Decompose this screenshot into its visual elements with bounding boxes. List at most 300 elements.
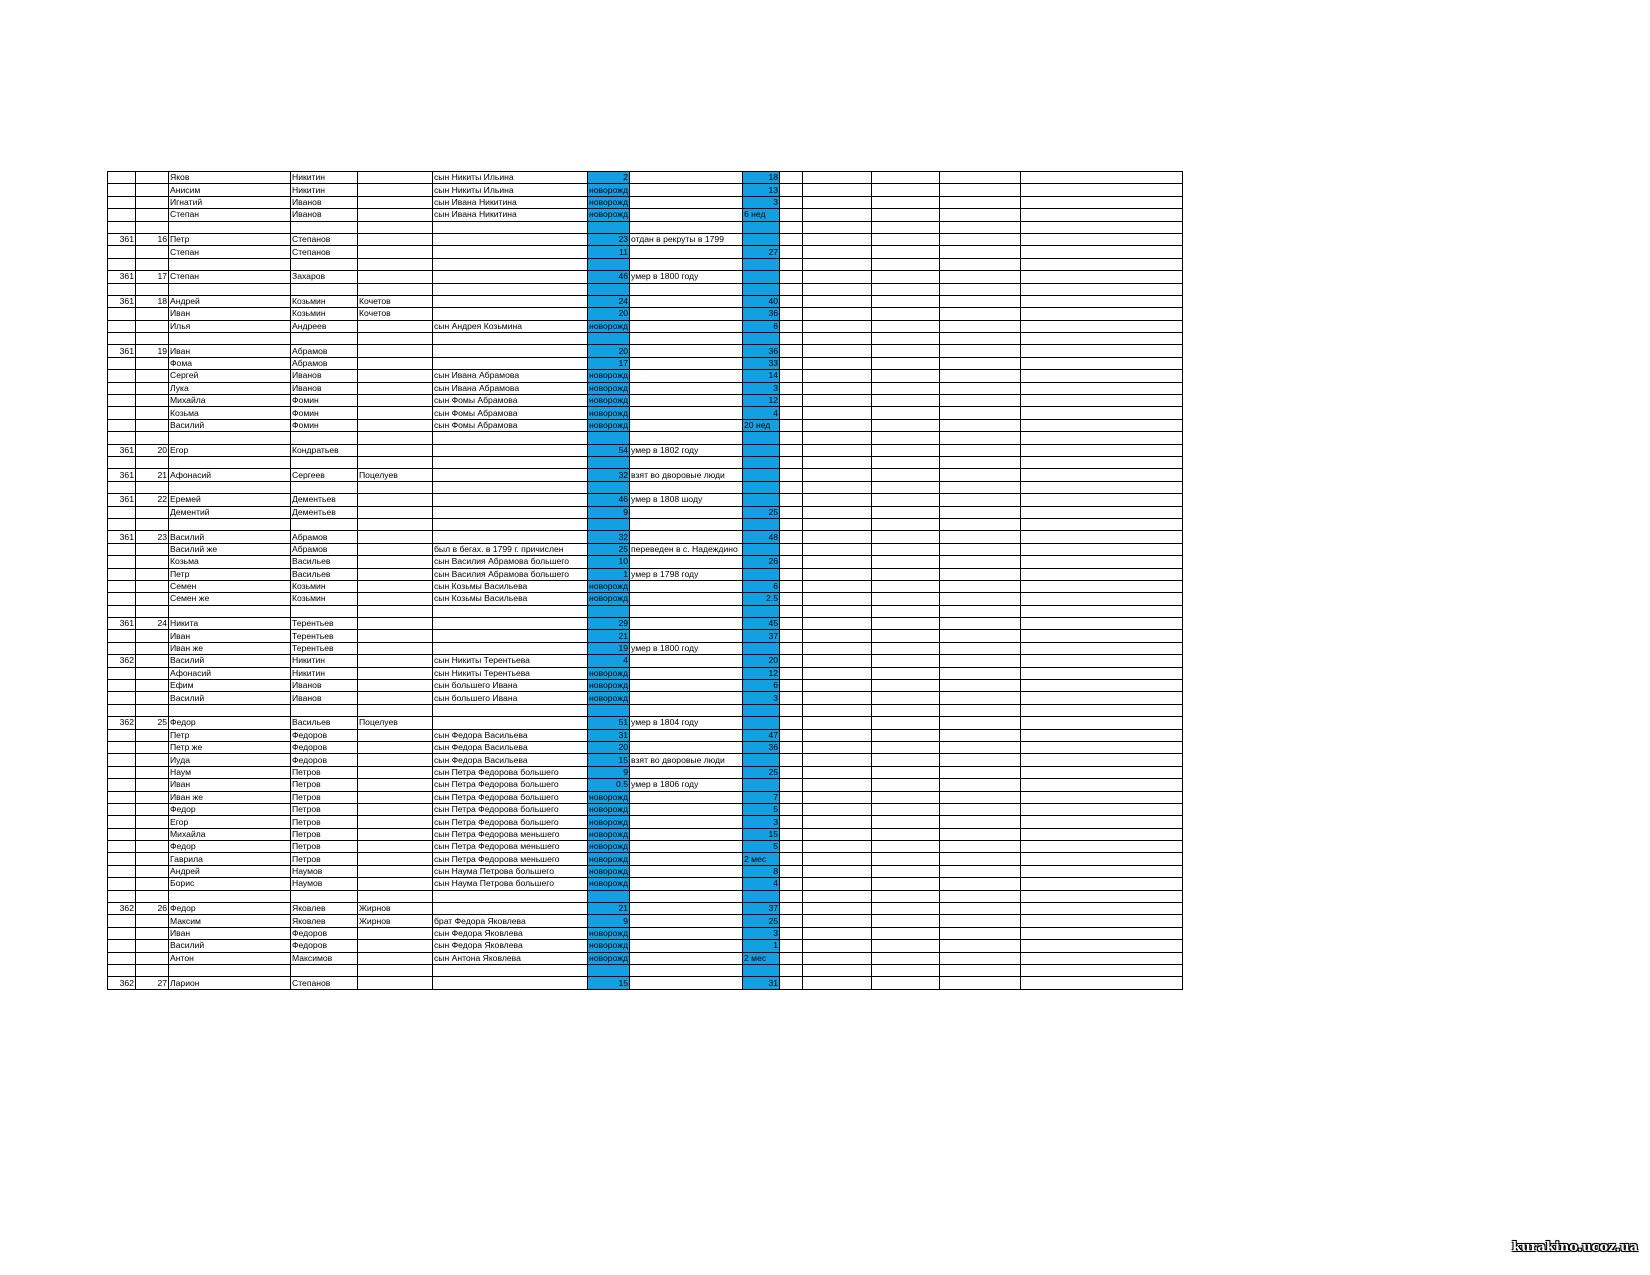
empty-cell — [780, 320, 803, 332]
age-1811-cell: 18 — [743, 172, 780, 184]
empty-cell — [780, 667, 803, 679]
page-cell — [108, 791, 136, 803]
empty-cell — [940, 258, 1021, 270]
relation-cell — [433, 432, 588, 444]
empty-cell — [1021, 283, 1183, 295]
empty-cell — [1021, 531, 1183, 543]
empty-cell — [872, 841, 940, 853]
relation-cell: сын Ивана Никитина — [433, 209, 588, 221]
patronymic-cell: Дементьев — [291, 506, 358, 518]
empty-cell — [1021, 308, 1183, 320]
empty-cell — [1021, 915, 1183, 927]
household-cell — [136, 382, 169, 394]
empty-cell — [803, 172, 872, 184]
table-row — [108, 841, 1183, 853]
table-row — [108, 717, 1183, 729]
note-cell — [630, 456, 743, 468]
note-cell — [630, 370, 743, 382]
empty-cell — [803, 469, 872, 481]
table-row — [108, 382, 1183, 394]
note-cell — [630, 382, 743, 394]
table-row — [108, 481, 1183, 493]
age-1811-cell: 26 — [743, 556, 780, 568]
empty-cell — [872, 543, 940, 555]
household-cell — [136, 357, 169, 369]
page-cell: 362 — [108, 655, 136, 667]
page-cell — [108, 766, 136, 778]
empty-cell — [780, 506, 803, 518]
first-name-cell: Ларион — [169, 977, 291, 989]
empty-cell — [1021, 407, 1183, 419]
empty-cell — [940, 333, 1021, 345]
empty-cell — [803, 432, 872, 444]
empty-cell — [780, 605, 803, 617]
empty-cell — [940, 779, 1021, 791]
age-1795-cell: новорожд — [589, 828, 628, 839]
surname-cell — [358, 853, 433, 865]
surname-cell — [358, 841, 433, 853]
table-row — [108, 593, 1183, 605]
empty-cell — [872, 184, 940, 196]
age-1811-cell — [743, 221, 780, 233]
empty-cell — [803, 543, 872, 555]
note-cell — [630, 605, 743, 617]
relation-cell — [433, 283, 588, 295]
relation-cell — [433, 357, 588, 369]
first-name-cell: Василий — [169, 531, 291, 543]
empty-cell — [872, 642, 940, 654]
table-row — [108, 915, 1183, 927]
surname-cell — [358, 271, 433, 283]
empty-cell — [872, 271, 940, 283]
empty-cell — [872, 407, 940, 419]
surname-cell — [358, 283, 433, 295]
surname-cell: Жирнов — [358, 915, 433, 927]
empty-cell — [1021, 469, 1183, 481]
page-cell: 361 — [108, 531, 136, 543]
first-name-cell: Федор — [169, 717, 291, 729]
relation-cell: сын Петра Федорова меньшего — [433, 841, 588, 853]
surname-cell — [358, 246, 433, 258]
empty-cell — [872, 803, 940, 815]
note-cell — [630, 209, 743, 221]
age-1811-cell: 33 — [743, 357, 780, 369]
first-name-cell: Василий — [169, 692, 291, 704]
empty-cell — [872, 828, 940, 840]
first-name-cell: Андрей — [169, 295, 291, 307]
empty-cell — [940, 370, 1021, 382]
empty-cell — [872, 927, 940, 939]
empty-cell — [940, 754, 1021, 766]
empty-cell — [872, 469, 940, 481]
age-1811-cell: 7 — [743, 791, 780, 803]
household-cell — [136, 419, 169, 431]
note-cell — [630, 865, 743, 877]
empty-cell — [940, 593, 1021, 605]
empty-cell — [1021, 903, 1183, 915]
patronymic-cell: Федоров — [291, 927, 358, 939]
age-1795-cell — [588, 481, 630, 493]
page-cell — [108, 816, 136, 828]
watermark: kurakino.ucoz.ua — [1512, 1240, 1638, 1255]
empty-cell — [872, 741, 940, 753]
table-row — [108, 680, 1183, 692]
empty-cell — [803, 816, 872, 828]
relation-cell — [433, 506, 588, 518]
surname-cell — [358, 965, 433, 977]
empty-cell — [940, 568, 1021, 580]
household-cell — [136, 680, 169, 692]
table-row — [108, 630, 1183, 642]
patronymic-cell: Максимов — [291, 952, 358, 964]
empty-cell — [1021, 927, 1183, 939]
empty-cell — [1021, 271, 1183, 283]
surname-cell — [358, 704, 433, 716]
empty-cell — [803, 878, 872, 890]
table-row — [108, 704, 1183, 716]
page-cell: 362 — [108, 903, 136, 915]
patronymic-cell: Федоров — [291, 729, 358, 741]
note-cell: умер в 1808 шоду — [630, 494, 743, 506]
patronymic-cell: Степанов — [291, 233, 358, 245]
age-1795-cell: новорожд — [589, 692, 628, 703]
age-1795-cell: новорожд — [589, 791, 628, 802]
age-1795-cell — [588, 890, 630, 902]
age-1811-cell: 25 — [743, 915, 780, 927]
note-cell — [630, 258, 743, 270]
relation-cell: сын Никиты Ильина — [433, 184, 588, 196]
patronymic-cell: Сергеев — [291, 469, 358, 481]
surname-cell — [358, 927, 433, 939]
surname-cell: Жирнов — [358, 903, 433, 915]
relation-cell: сын Ивана Абрамова — [433, 370, 588, 382]
household-cell: 24 — [136, 618, 169, 630]
note-cell — [630, 977, 743, 989]
empty-cell — [940, 816, 1021, 828]
relation-cell — [433, 258, 588, 270]
age-1811-cell: 37 — [743, 903, 780, 915]
page-cell: 361 — [108, 271, 136, 283]
surname-cell — [358, 890, 433, 902]
empty-cell — [872, 308, 940, 320]
empty-cell — [940, 184, 1021, 196]
empty-cell — [1021, 518, 1183, 530]
surname-cell — [358, 320, 433, 332]
household-cell — [136, 246, 169, 258]
empty-cell — [780, 692, 803, 704]
age-1795-cell: 24 — [588, 295, 630, 307]
empty-cell — [940, 642, 1021, 654]
page-cell — [108, 209, 136, 221]
empty-cell — [1021, 506, 1183, 518]
age-1811-cell: 36 — [743, 741, 780, 753]
patronymic-cell: Андреев — [291, 320, 358, 332]
empty-cell — [940, 543, 1021, 555]
note-cell — [630, 853, 743, 865]
empty-cell — [803, 357, 872, 369]
empty-cell — [872, 556, 940, 568]
relation-cell — [433, 965, 588, 977]
empty-cell — [940, 655, 1021, 667]
empty-cell — [1021, 295, 1183, 307]
household-cell — [136, 667, 169, 679]
table-row — [108, 432, 1183, 444]
household-cell — [136, 729, 169, 741]
note-cell — [630, 655, 743, 667]
empty-cell — [940, 865, 1021, 877]
page-cell: 361 — [108, 494, 136, 506]
first-name-cell — [169, 258, 291, 270]
page-cell — [108, 841, 136, 853]
age-1811-cell — [743, 518, 780, 530]
empty-cell — [872, 494, 940, 506]
note-cell — [630, 680, 743, 692]
first-name-cell: Иван же — [169, 642, 291, 654]
empty-cell — [872, 754, 940, 766]
age-1811-cell: 5 — [743, 841, 780, 853]
empty-cell — [780, 927, 803, 939]
age-1811-cell — [743, 890, 780, 902]
empty-cell — [1021, 803, 1183, 815]
table-row — [108, 692, 1183, 704]
empty-cell — [1021, 258, 1183, 270]
note-cell — [630, 593, 743, 605]
empty-cell — [872, 878, 940, 890]
page-cell — [108, 357, 136, 369]
surname-cell — [358, 580, 433, 592]
empty-cell — [1021, 419, 1183, 431]
surname-cell — [358, 865, 433, 877]
empty-cell — [780, 965, 803, 977]
note-cell: взят во дворовые люди — [630, 754, 743, 766]
note-cell — [630, 704, 743, 716]
table-row — [108, 308, 1183, 320]
first-name-cell: Андрей — [169, 865, 291, 877]
empty-cell — [872, 915, 940, 927]
empty-cell — [780, 828, 803, 840]
household-cell — [136, 965, 169, 977]
empty-cell — [803, 283, 872, 295]
empty-cell — [872, 172, 940, 184]
first-name-cell: Еремей — [169, 494, 291, 506]
empty-cell — [872, 853, 940, 865]
relation-cell: сын Наума Петрова большего — [433, 878, 588, 890]
age-1811-cell — [743, 568, 780, 580]
empty-cell — [780, 853, 803, 865]
page-cell: 361 — [108, 233, 136, 245]
note-cell: умер в 1800 году — [630, 642, 743, 654]
empty-cell — [780, 977, 803, 989]
table-row — [108, 518, 1183, 530]
surname-cell — [358, 357, 433, 369]
empty-cell — [1021, 655, 1183, 667]
empty-cell — [940, 828, 1021, 840]
relation-cell — [433, 903, 588, 915]
empty-cell — [1021, 233, 1183, 245]
note-cell — [630, 345, 743, 357]
empty-cell — [940, 680, 1021, 692]
empty-cell — [1021, 618, 1183, 630]
household-cell — [136, 333, 169, 345]
patronymic-cell: Козьмин — [291, 295, 358, 307]
age-1795-cell: новорожд — [589, 420, 628, 430]
household-cell — [136, 580, 169, 592]
empty-cell — [940, 246, 1021, 258]
note-cell — [630, 890, 743, 902]
surname-cell — [358, 184, 433, 196]
relation-cell: сын Петра Федорова меньшего — [433, 853, 588, 865]
empty-cell — [940, 172, 1021, 184]
empty-cell — [780, 456, 803, 468]
empty-cell — [803, 853, 872, 865]
relation-cell — [433, 618, 588, 630]
age-1795-cell: новорожд — [589, 841, 628, 852]
age-1795-cell: новорожд — [589, 593, 628, 604]
first-name-cell: Иван — [169, 308, 291, 320]
empty-cell — [780, 680, 803, 692]
relation-cell — [433, 531, 588, 543]
age-1795-cell: 20 — [588, 741, 630, 753]
age-1795-cell: 21 — [588, 630, 630, 642]
first-name-cell: Федор — [169, 803, 291, 815]
empty-cell — [803, 556, 872, 568]
surname-cell — [358, 803, 433, 815]
empty-cell — [940, 382, 1021, 394]
patronymic-cell: Иванов — [291, 196, 358, 208]
empty-cell — [1021, 543, 1183, 555]
empty-cell — [803, 333, 872, 345]
patronymic-cell — [291, 258, 358, 270]
relation-cell: сын большего Ивана — [433, 680, 588, 692]
patronymic-cell: Федоров — [291, 741, 358, 753]
age-1811-cell: 2 мес — [743, 853, 780, 865]
age-1811-cell — [743, 432, 780, 444]
age-1795-cell: новорожд — [589, 804, 628, 815]
surname-cell — [358, 518, 433, 530]
table-row — [108, 543, 1183, 555]
empty-cell — [803, 741, 872, 753]
first-name-cell: Сергей — [169, 370, 291, 382]
empty-cell — [803, 233, 872, 245]
empty-cell — [1021, 841, 1183, 853]
surname-cell — [358, 481, 433, 493]
empty-cell — [1021, 556, 1183, 568]
age-1795-cell: 9 — [588, 766, 630, 778]
age-1795-cell — [588, 258, 630, 270]
patronymic-cell — [291, 704, 358, 716]
surname-cell — [358, 680, 433, 692]
patronymic-cell — [291, 221, 358, 233]
relation-cell: сын Козьмы Васильева — [433, 580, 588, 592]
empty-cell — [940, 878, 1021, 890]
age-1811-cell — [743, 642, 780, 654]
empty-cell — [780, 568, 803, 580]
empty-cell — [1021, 320, 1183, 332]
age-1795-cell: 2 — [588, 172, 630, 184]
table-row — [108, 395, 1183, 407]
surname-cell — [358, 593, 433, 605]
patronymic-cell: Никитин — [291, 655, 358, 667]
empty-cell — [872, 952, 940, 964]
note-cell — [630, 407, 743, 419]
empty-cell — [803, 382, 872, 394]
empty-cell — [1021, 370, 1183, 382]
empty-cell — [803, 642, 872, 654]
note-cell — [630, 432, 743, 444]
relation-cell: сын Василия Абрамова большего — [433, 568, 588, 580]
page-cell — [108, 283, 136, 295]
household-cell — [136, 258, 169, 270]
patronymic-cell: Захаров — [291, 271, 358, 283]
first-name-cell: Иван же — [169, 791, 291, 803]
age-1795-cell — [588, 221, 630, 233]
page-cell — [108, 221, 136, 233]
empty-cell — [1021, 630, 1183, 642]
patronymic-cell: Абрамов — [291, 543, 358, 555]
empty-cell — [780, 890, 803, 902]
note-cell — [630, 791, 743, 803]
age-1811-cell: 2.5 — [743, 593, 780, 605]
note-cell — [630, 196, 743, 208]
table-row — [108, 865, 1183, 877]
note-cell — [630, 419, 743, 431]
page-cell — [108, 593, 136, 605]
empty-cell — [780, 766, 803, 778]
empty-cell — [940, 407, 1021, 419]
empty-cell — [780, 357, 803, 369]
empty-cell — [780, 432, 803, 444]
empty-cell — [872, 580, 940, 592]
relation-cell — [433, 630, 588, 642]
empty-cell — [780, 717, 803, 729]
empty-cell — [940, 965, 1021, 977]
table-row — [108, 816, 1183, 828]
empty-cell — [780, 271, 803, 283]
patronymic-cell: Степанов — [291, 246, 358, 258]
table-row — [108, 878, 1183, 890]
empty-cell — [940, 803, 1021, 815]
relation-cell: сын Никиты Терентьева — [433, 667, 588, 679]
empty-cell — [803, 704, 872, 716]
household-cell — [136, 754, 169, 766]
patronymic-cell — [291, 283, 358, 295]
note-cell — [630, 903, 743, 915]
empty-cell — [940, 518, 1021, 530]
empty-cell — [872, 444, 940, 456]
empty-cell — [780, 729, 803, 741]
table-row — [108, 233, 1183, 245]
patronymic-cell: Козьмин — [291, 580, 358, 592]
patronymic-cell: Петров — [291, 828, 358, 840]
table-row — [108, 605, 1183, 617]
age-1811-cell: 48 — [743, 531, 780, 543]
household-cell — [136, 605, 169, 617]
empty-cell — [803, 965, 872, 977]
empty-cell — [940, 320, 1021, 332]
page-cell — [108, 172, 136, 184]
note-cell: взят во дворовые люди — [630, 469, 743, 481]
empty-cell — [803, 320, 872, 332]
age-1811-cell: 47 — [743, 729, 780, 741]
empty-cell — [780, 407, 803, 419]
household-cell — [136, 172, 169, 184]
surname-cell — [358, 172, 433, 184]
empty-cell — [872, 345, 940, 357]
empty-cell — [780, 444, 803, 456]
empty-cell — [940, 977, 1021, 989]
surname-cell — [358, 233, 433, 245]
page-cell — [108, 754, 136, 766]
